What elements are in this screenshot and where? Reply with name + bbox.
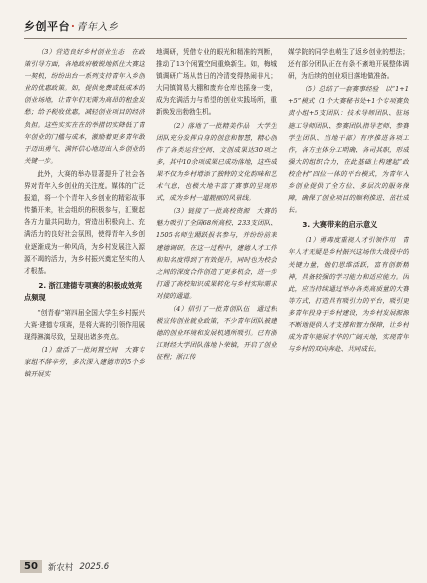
body-paragraph: 地调研，凭借专业的眼光和精准的判断，推动了13个闲置空间重焕新生。如，梅城镇调研广场从昔日的冷清变得热闹非凡；大同镇简易大棚和废弃仓库也摇身一变，成为充满活力与希望的创业实践场所，重新焕发出勃勃生机。 xyxy=(156,48,277,117)
section-title: 乡创平台 xyxy=(24,20,70,33)
article-body xyxy=(24,46,409,551)
section-heading: 2. 浙江建德专项赛的积极成效亮点频现 xyxy=(24,280,143,302)
body-paragraph: 媒学院的同学也萌生了返乡创业的想法；还有部分团队正在有条不紊地开展整体调研，为后续的创业项目落地做准备。 xyxy=(288,48,409,81)
subsection-paragraph: （3）营造良好乡村创业生态 在政策引导方面，各地政府敏锐地抓住大赛这一契机，纷纷出台一系列支持青年入乡创业的优惠政策。如，提供免费或低成本的创业场地，让青年们无需为高昂的租金发愁；给予税收优惠，减轻创业项目的经济负担。这些实实在在的举措切实降低了青年创业的门槛与成本，激励着更多青年敢于迈出勇气、满怀信心地迈出入乡创业的关键一步。 xyxy=(24,48,145,165)
column-2 xyxy=(156,46,277,551)
subsection-paragraph: （1）盘活了一批闲置空间 大赛专家组不辞辛劳，多次深入建德市的5个乡镇开展实 xyxy=(24,346,145,379)
subsection-paragraph: （5）总结了一套赛事经验 以“1+1+5”模式（1个大赛秘书处+1个专项赛负责小组+5支团队：技术导师团队、驻场施工导师团队、参赛团队指导老师、参赛学生团队、当地干部）有序推进各项工作，各方主体分工明确、各司其职，形成强大的组织合力，在此基础上构建起“政校企村”四位一体的平台模式，为青年入乡创业提供了全方位、多层次的服务保障，确保了创业项目的顺利推进、茁壮成长。 xyxy=(288,85,409,215)
page-footer xyxy=(20,560,109,573)
subsection-title: 青年入乡 xyxy=(76,22,119,33)
subsection-paragraph: （2）落地了一批精美作品 大学生团队充分发挥自身的创意和智慧，精心创作了各类运营空间、文创成果达30项之多，其中10余项成果已成功落地，这些成果不仅为乡村增添了独特的文化韵味和艺术气息，也极大地丰富了赛事的呈现形式，成为乡村一道靓丽的风景线。 xyxy=(156,121,277,203)
subsection-paragraph: （4）招引了一批青创队伍 通过积极宣传创业就业政策，不少青年团队被建德的创业环境和发展机遇所吸引。已有浙江财经大学团队落地卜荣镇，开启了创业征程；浙江传 xyxy=(156,304,277,362)
magazine-name: 新农村 xyxy=(47,562,74,573)
subsection-paragraph: （3）链接了一批高校资源 大赛的魅力吸引了全国68所高校、233支团队、1505名师生踊跃报名参与，并纷纷前来建德调研。在这一过程中，建德人才工作和知名度得到了有效提升，同时也为校会之间的深度合作创造了更多机会，进一步打通了高校知识成果转化与乡村实际需求对接的通道。 xyxy=(156,207,277,300)
header-separator: · xyxy=(71,20,76,33)
page-number: 50 xyxy=(20,560,42,573)
body-paragraph: 此外，大赛的举办显著提升了社会各界对青年入乡创业的关注度。媒体的广泛报道，将一个个青年入乡创业的精彩故事传播开来，社会组织的积极参与，汇聚起各方力量共同助力，营造出积极向上、充满活力的良好社会氛围，使得青年入乡创业逐渐成为一种风尚，为乡村发展注入源源不竭的活力，为乡村振兴奠定坚实的人才根基。 xyxy=(24,169,145,275)
section-heading: 3. 大赛带来的启示意义 xyxy=(302,220,378,230)
column-3 xyxy=(288,46,409,551)
issue-number: 2025.6 xyxy=(79,561,110,572)
body-paragraph: “创青春”第四届全国大学生乡村振兴大赛·建德专项赛，是将大赛的引领作用展现得淋漓尽致，呈现出诸多亮点。 xyxy=(24,308,145,341)
column-1 xyxy=(24,46,145,551)
page-header xyxy=(24,18,118,34)
subsection-paragraph: （1）勇毒度重视人才引领作用 青年人才无疑是乡村振兴这场伟大战役中的关键力量，他们思维活跃，富有创新精神，具备较强的学习能力和适应能力。因此，应当持续通过举办各类高质量的大赛等方式，打造具有吸引力的平台，吸引更多青年投身于乡村建设，为乡村发展源源不断地提供人才支撑和智力保障，让乡村成为青年施展才华的广阔天地，实现青年与乡村的双向奔赴、共同成长。 xyxy=(288,236,409,354)
header-rule xyxy=(24,38,407,39)
